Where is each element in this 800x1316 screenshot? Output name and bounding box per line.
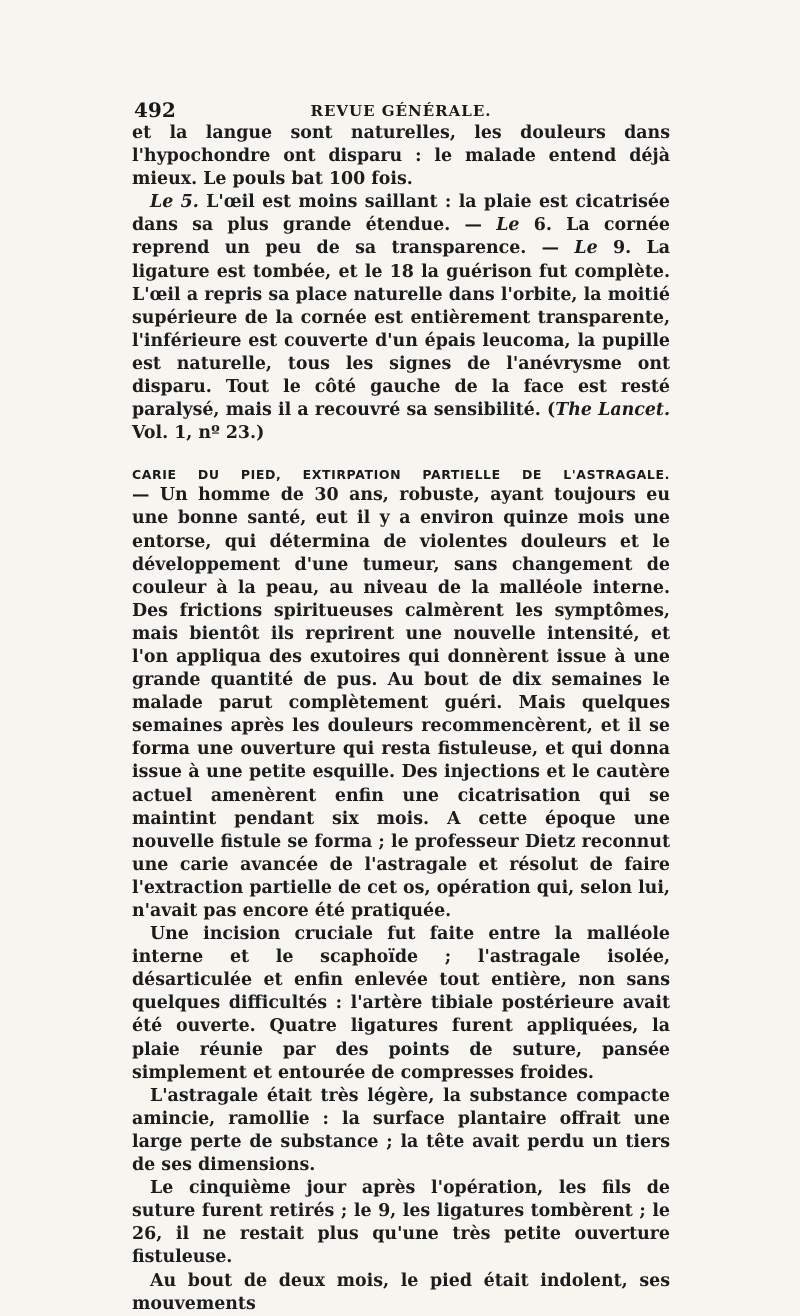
italic-text: Le 5. (150, 192, 199, 213)
italic-text: Le (496, 215, 520, 236)
running-title: REVUE GÉNÉRALE. (310, 102, 492, 120)
text-run: 6. La cornée reprend un peu de sa transparence. — (132, 215, 670, 259)
section-title: CARIE DU PIED, EXTIRPATION PARTIELLE DE L'ASTRAGALE. (132, 467, 670, 483)
text-run: — Un homme de 30 ans, robuste, ayant toujours eu une bonne santé, eut il y a environ quinze mois une entorse, qui détermina de violentes douleurs et le développement d'une tumeur, sans changement de couleur à la peau, au niveau de la malléole interne. Des frictions spiritueuses calmèrent les symptômes, mais bientôt ils reprirent une nouvelle intensité, et l'on appliqua des exutoires qui donnèrent issue à une grande quantité de pus. Au bout de dix semaines le malade parut complètement guéri. Mais quelques semaines après les douleurs recommencèrent, et il se forma une ouverture qui resta fistuleuse, et qui donna issue à une petite esquille. Des injections et le cautère actuel amenèrent enfin une cicatrisation qui se maintint pendant six mois. A cette époque une nouvelle fistule se forma ; le professeur Dietz reconnut une carie avancée de l'astragale et résolut de faire l'extraction partielle de cet os, opération qui, selon lui, n'avait pas encore été pratiquée. (132, 485, 670, 921)
italic-text: The Lancet. (555, 400, 670, 421)
paragraph-p4 (132, 923, 670, 1085)
paragraph-p2 (132, 191, 670, 445)
paragraph-p7 (132, 1270, 670, 1316)
text-run: L'œil est moins saillant : la plaie est cicatrisée dans sa plus grande étendue. — (132, 192, 670, 236)
paragraph-p6 (132, 1177, 670, 1269)
body-text (132, 122, 670, 1316)
paragraph-p5 (132, 1085, 670, 1177)
text-run: Le cinquième jour après l'opération, les fils de suture furent retirés ; le 9, les ligatures tombèrent ; le 26, il ne restait plus qu'une très petite ouverture fistuleuse. (132, 1178, 670, 1268)
text-run: Une incision cruciale fut faite entre la malléole interne et le scaphoïde ; l'astragale isolée, désarticulée et enfin enlevée tout entière, non sans quelques difficultés : l'artère tibiale postérieure avait été ouverte. Quatre ligatures furent appliquées, la plaie réunie par des points de suture, pansée simplement et entourée de compresses froides. (132, 924, 670, 1083)
running-header (132, 92, 670, 122)
text-run: 9. La ligature est tombée, et le 18 la guérison fut complète. L'œil a repris sa place naturelle dans l'orbite, la moitié supérieure de la cornée est entièrement transparente, l'inférieure est couverte d'un épais leucoma, la pupille est naturelle, tous les signes de l'anévrysme ont disparu. Tout le côté gauche de la face est resté paralysé, mais il a recouvré sa sensibilité. ( (132, 238, 670, 421)
paragraph-p1 (132, 122, 670, 191)
section-spacer (132, 445, 670, 467)
italic-text: Le (574, 238, 598, 259)
text-run: et la langue sont naturelles, les douleurs dans l'hypochondre ont disparu : le malade entend déjà mieux. Le pouls bat 100 fois. (132, 123, 670, 190)
paragraph-p3 (132, 484, 670, 923)
text-run: Au bout de deux mois, le pied était indolent, ses mouvements (132, 1270, 670, 1314)
text-run: L'astragale était très légère, la substance compacte amincie, ramollie : la surface plantaire offrait une large perte de substance ; la tête avait perdu un tiers de ses dimensions. (132, 1085, 670, 1176)
text-run: Vol. 1, nº 23.) (132, 423, 265, 444)
page-number: 492 (134, 98, 176, 122)
